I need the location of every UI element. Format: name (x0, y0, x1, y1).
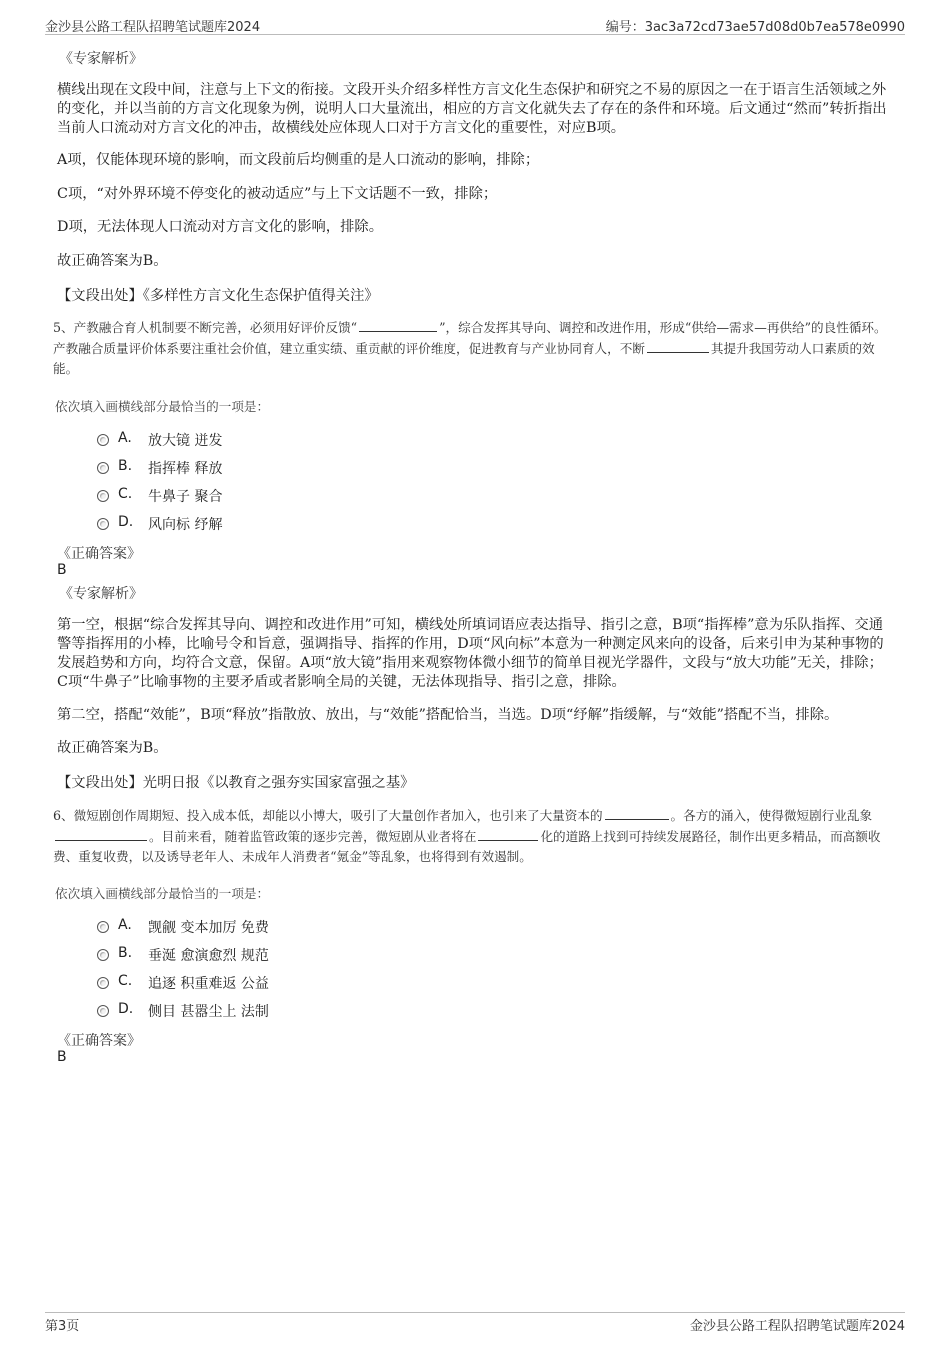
option-key: A. (118, 430, 132, 446)
q4-conclusion: 故正确答案为B。 (57, 253, 168, 269)
option-key: D. (118, 514, 134, 530)
q5-text-2: ”，综合发挥其导向、调控和改进作用，形成“供给—需求—再供给”的良性循环。产教融合质量评价体系要注重社会价值，建立重实绩、重贡献的评价维度，促进教育与产业协同育人，不断 (53, 320, 887, 356)
q6-text-4: 化的道路上找到可持续发展路径，制作出更多精品，而高额收费、重复收费，以及诱导老年人、未成年人消费者“氪金”等乱象，也将得到有效遏制。 (53, 828, 881, 864)
q5-analysis-label: 《专家解析》 (59, 586, 143, 602)
page-number: 第3页 (45, 1319, 80, 1334)
q6-blank-1 (605, 806, 669, 820)
radio-icon[interactable] (97, 949, 109, 961)
q5-answer-label: 《正确答案》 (57, 546, 141, 562)
q4-source: 【文段出处】《多样性方言文化生态保护值得关注》 (57, 288, 379, 304)
q6-text-3: 。目前来看，随着监管政策的逐步完善，微短剧从业者将在 (149, 828, 477, 844)
q4-analysis-p1: 横线出现在文段中间，注意与上下文的衔接。文段开头介绍多样性方言文化生态保护和研究之不易的原因之一在于语言生活领域之外的变化，并以当前的方言文化现象为例，说明人口大量流出，相应的方言文化就失去了存在的条件和环境。后文通过“然而”转折指出当前人口流动对方言文化的冲击，故横线处应体现人口对于方言文化的重要性，对应B项。 (57, 82, 887, 136)
option-key: D. (118, 1001, 134, 1017)
header-doc-id: 编号：3ac3a72cd73ae57d08d0b7ea578e0990 (605, 20, 905, 35)
page-header (45, 14, 905, 35)
q5-conclusion: 故正确答案为B。 (57, 740, 168, 756)
q4-analysis-p4: D项，无法体现人口流动对方言文化的影响，排除。 (57, 219, 383, 235)
option-text: 指挥棒 释放 (148, 461, 223, 477)
q6-text-2: 。各方的涌入，使得微短剧行业乱象 (670, 808, 873, 823)
page-footer (45, 1312, 905, 1335)
option-key: B. (118, 458, 133, 474)
q4-analysis-p3: C项，“对外界环境不停变化的被动适应”与上下文话题不一致，排除； (57, 186, 498, 202)
option-text: 风向标 纾解 (148, 517, 223, 533)
q5-question (53, 318, 895, 380)
option-text: 放大镜 迸发 (148, 433, 223, 449)
option-key: C. (118, 486, 133, 502)
footer-title: 金沙县公路工程队招聘笔试题库2024 (689, 1319, 905, 1334)
header-title: 金沙县公路工程队招聘笔试题库2024 (45, 20, 261, 35)
option-text: 追逐 积重难返 公益 (148, 976, 269, 992)
option-text: 牛鼻子 聚合 (148, 489, 223, 505)
q5-text-3: 其提升我国劳动人口素质的效能。 (53, 340, 875, 376)
radio-icon[interactable] (97, 921, 109, 933)
q5-text-1: 5、产教融合育人机制要不断完善，必须用好评价反馈“ (53, 320, 358, 335)
q6-blank-2 (55, 827, 147, 841)
option-text: 侧目 甚嚣尘上 法制 (148, 1004, 269, 1020)
q4-analysis-p2: A项，仅能体现环境的影响，而文段前后均侧重的是人口流动的影响，排除； (57, 152, 540, 168)
q6-prompt: 依次填入画横线部分最恰当的一项是： (55, 886, 270, 901)
q4-analysis-label: 《专家解析》 (59, 51, 143, 67)
q5-analysis-p2: 第二空，搭配“效能”，B项“释放”指散放、放出，与“效能”搭配恰当，当选。D项“纾解”指缓解，与“效能”搭配不当，排除。 (57, 707, 839, 723)
q5-analysis-p1: 第一空，根据“综合发挥其导向、调控和改进作用”可知，横线处所填词语应表达指导、指引之意，B项“指挥棒”意为乐队指挥、交通警等指挥用的小棒，比喻号令和旨意，强调指导、指挥的作用，D项“风向标”本意为一种测定风来向的设备，后来引申为某种事物的发展趋势和方向，均符合文意，保留。A项“放大镜”指用来观察物体微小细节的简单目视光学器件，文段与“放大功能”无关，排除；C项“牛鼻子”比喻事物的主要矛盾或者影响全局的关键，无法体现指导、指引之意，排除。 (57, 617, 884, 690)
q6-question (53, 806, 895, 868)
q6-text-1: 6、微短剧创作周期短、投入成本低，却能以小博大，吸引了大量创作者加入，也引来了大量资本的 (53, 808, 603, 823)
q5-source: 【文段出处】光明日报《以教育之强夯实国家富强之基》 (57, 775, 415, 791)
radio-icon[interactable] (97, 434, 109, 446)
radio-icon[interactable] (97, 518, 109, 530)
radio-icon[interactable] (97, 490, 109, 502)
q5-blank-1 (359, 318, 437, 332)
radio-icon[interactable] (97, 462, 109, 474)
q6-blank-3 (478, 827, 538, 841)
radio-icon[interactable] (97, 977, 109, 989)
q5-answer: B (57, 562, 67, 578)
radio-icon[interactable] (97, 1005, 109, 1017)
q6-answer: B (57, 1049, 67, 1065)
q6-answer-label: 《正确答案》 (57, 1033, 141, 1049)
option-text: 垂涎 愈演愈烈 规范 (148, 948, 269, 964)
option-key: A. (118, 917, 132, 933)
option-key: C. (118, 973, 133, 989)
q5-prompt: 依次填入画横线部分最恰当的一项是： (55, 399, 270, 414)
q5-blank-2 (647, 339, 709, 353)
option-key: B. (118, 945, 133, 961)
option-text: 觊觎 变本加厉 免费 (148, 920, 269, 936)
